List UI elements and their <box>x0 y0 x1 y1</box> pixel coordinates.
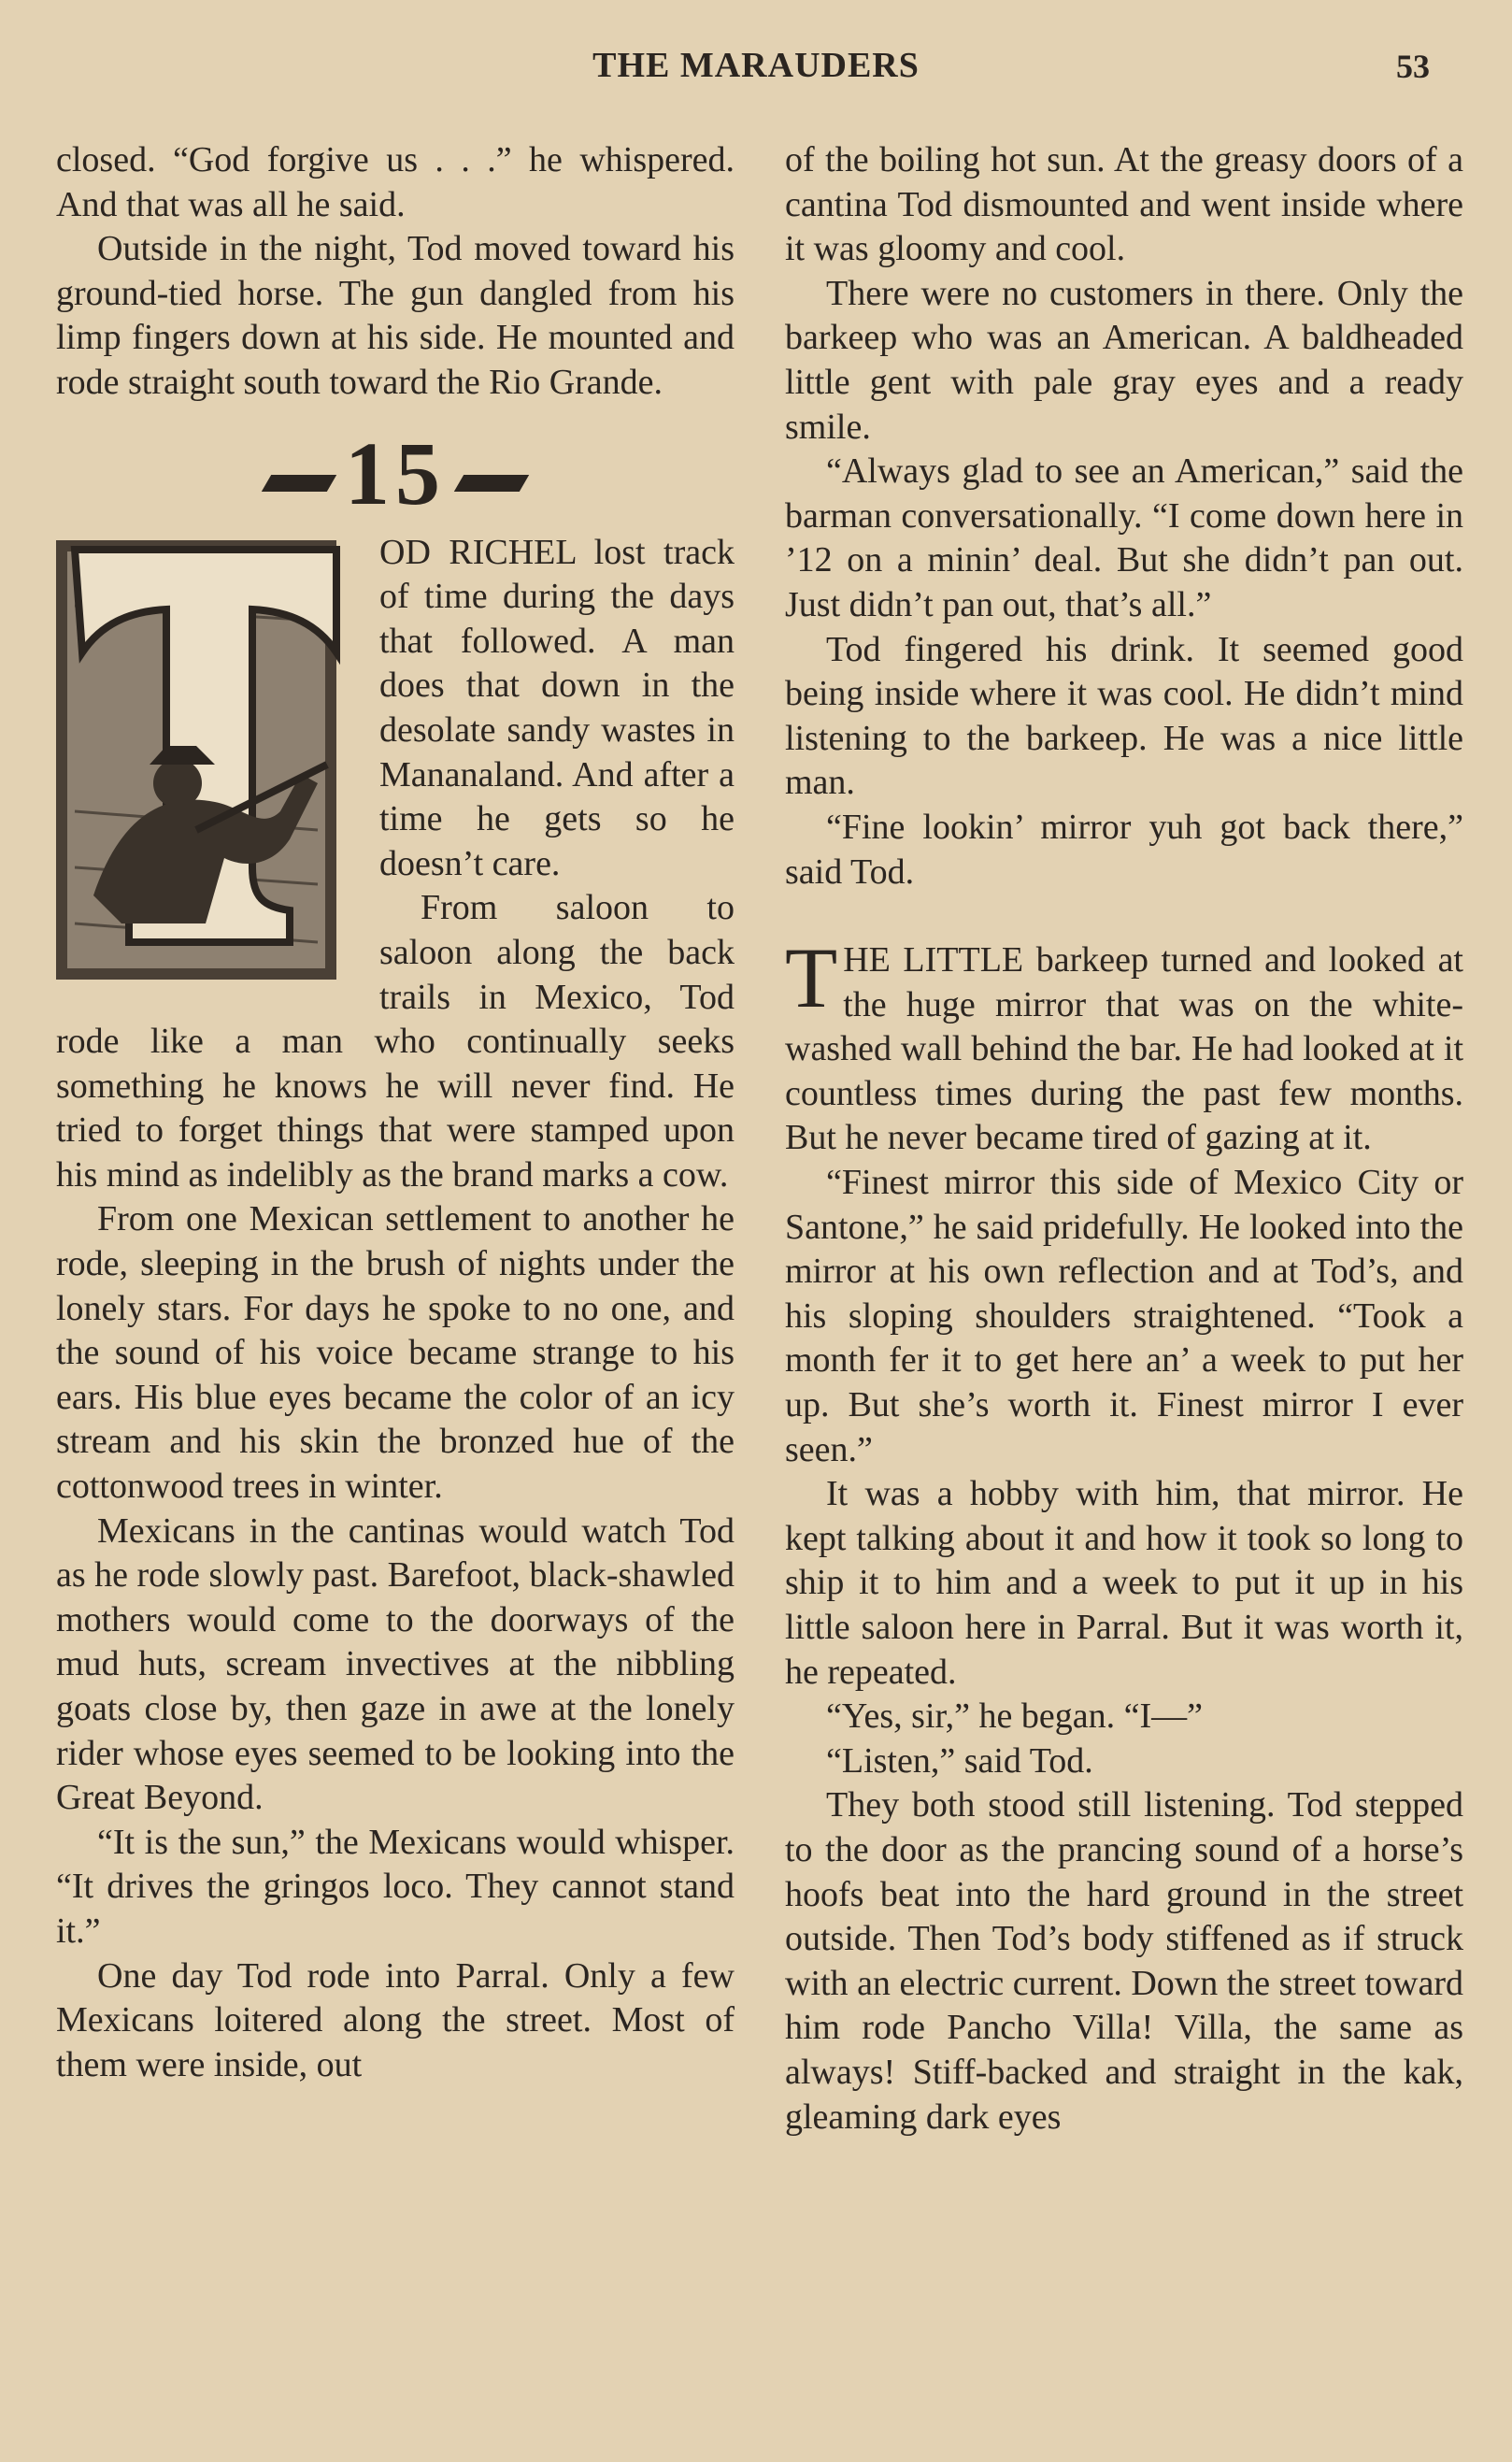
right-column <box>785 138 1463 2140</box>
paragraph: of the boiling hot sun. At the greasy doors of a cantina Tod dismounted and went inside where it was gloomy and cool. <box>785 140 1463 269</box>
paragraph: There were no customers in there. Only the barkeep who was an American. A baldheaded little gent with pale gray eyes and a ready smile. <box>785 273 1463 447</box>
paragraph: From one Mexican settlement to another he rode, sleeping in the brush of nights under the lonely stars. For days he spoke to no one, and the sound of his voice became strange to his ears. His blue eyes became the color of an icy stream and his skin the bronzed hue of the cottonwood trees in winter. <box>56 1199 735 1507</box>
paragraph: “Fine lookin’ mirror yuh got back there,” said Tod. <box>785 807 1463 892</box>
section-break <box>785 895 1463 938</box>
paragraph: “Finest mirror this side of Mexico City or Santone,” he said pridefully. He looked into the mirror at his own reflection and at Tod’s, and his sloping shoulders straightened. “Took a month fer it to get here an’ a week to put her up. But she’s worth it. Finest mirror I ever seen.” <box>785 1163 1463 1469</box>
initial-letter: T <box>785 930 838 1026</box>
paragraph <box>785 930 1463 1161</box>
paragraph: One day Tod rode into Parral. Only a few Mexicans loitered along the street. Most of them were inside, out <box>56 1955 735 2084</box>
drop-cap-illustration <box>56 531 355 989</box>
paragraph: Mexicans in the cantinas would watch Tod as he rode slowly past. Barefoot, black-shawled mothers would come to the doorways of the mud huts, scream invectives at the nibbling goats close by, then gaze in awe at the lonely rider whose eyes seemed to be looking into the Great Beyond. <box>56 1510 735 1818</box>
paragraph: closed. “God forgive us . . .” he whispered. And that was all he said. <box>56 140 735 224</box>
paragraph: Outside in the night, Tod moved toward his ground-tied horse. The gun dangled from his limp fingers down at his side. He mounted and rode straight south toward the Rio Grande. <box>56 229 735 402</box>
paragraph: “Yes, sir,” he began. “I—” <box>826 1696 1203 1737</box>
running-head <box>56 45 1456 101</box>
paragraph: “Always glad to see an American,” said the barman conversationally. “I come down here in ’12 on a minin’ deal. But she didn’t pan out. Just didn’t pan out, that’s all.” <box>785 451 1463 624</box>
paragraph: It was a hobby with him, that mirror. He kept talking about it and how it took so long to ship it to him and a week to put it up in his little saloon here in Parral. But it was worth it, he repeated. <box>785 1474 1463 1692</box>
paragraph: OD RICHEL lost track of time during the days that followed. A man does that down in the desolate sandy wastes in Mananaland. And after a time he gets so he doesn’t care. <box>379 532 735 883</box>
chapter-heading <box>56 422 735 525</box>
paragraph: From saloon to saloon along the back trails in Mexico, Tod rode like a man who continually seeks something he knows he will never find. He tried to forget things that were stamped upon his mind as indelibly as the brand marks a cow. <box>56 888 735 1195</box>
running-head-title: THE MARAUDERS <box>592 46 920 85</box>
chapter-dash-left <box>262 475 336 492</box>
paragraph: “Listen,” said Tod. <box>826 1740 1093 1781</box>
paragraph-text: HE LITTLE barkeep turned and looked at the huge mirror that was on the white-washed wall behind the bar. He had looked at it countless times during the past few months. But he never became tired of gazing at it. <box>785 940 1463 1158</box>
left-column <box>56 138 735 2087</box>
woodcut-letter-t-rider-image <box>56 531 355 989</box>
chapter-number: 15 <box>345 422 446 523</box>
paragraph: “It is the sun,” the Mexicans would whisper. “It drives the gringos loco. They cannot stand it.” <box>56 1822 735 1951</box>
paragraph: They both stood still listening. Tod stepped to the door as the prancing sound of a horse’s hoofs beat into the hard ground in the street outside. Then Tod’s body stiffened as if struck with an electric current. Down the street toward him rode Pancho Villa! Villa, the same as always! Stiff-backed and straight in the kak, gleaming dark eyes <box>785 1785 1463 2137</box>
chapter-dash-right <box>454 475 529 492</box>
page-number: 53 <box>1396 48 1430 85</box>
paragraph: Tod fingered his drink. It seemed good being inside where it was cool. He didn’t mind listening to the barkeep. He was a nice little man. <box>785 629 1463 803</box>
